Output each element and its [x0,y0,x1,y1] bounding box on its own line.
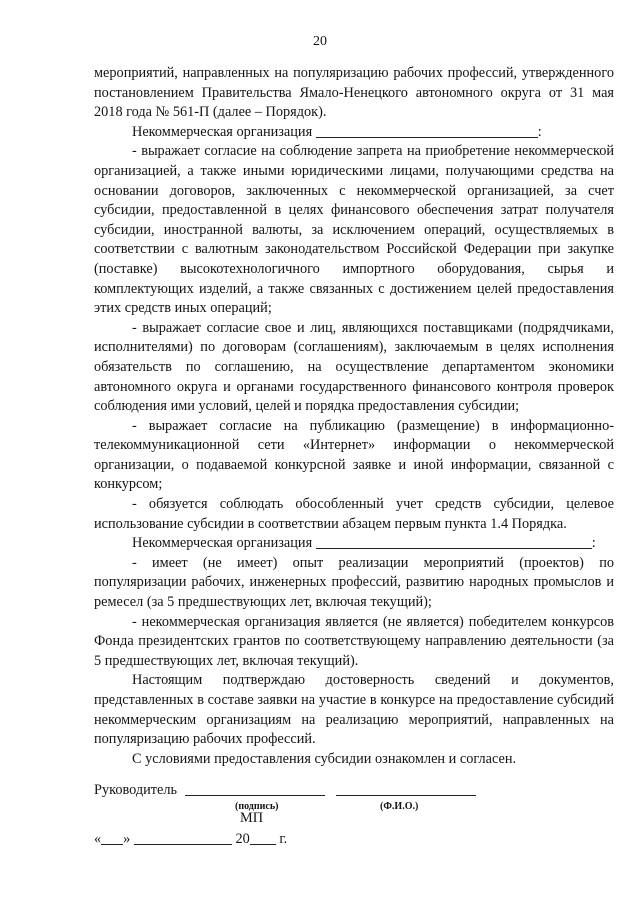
stamp-placeholder: МП [240,810,264,826]
signature-label: Руководитель [94,782,178,798]
paragraph-agreement: С условиями предоставления субсидии ознакомлен и согласен. [132,750,517,767]
colon-2: : [591,535,596,552]
paragraph-experience: - имеет (не имеет) опыт реализации мероприятий (проектов) по популяризации рабочих, инженерных профессий, развитию народных промыслов и ремесел (за 5 предшествующих лет, включая текущий); [94,554,614,611]
page-number: 20 [313,34,327,49]
day-blank [101,830,123,845]
year-prefix: 20 [235,831,250,847]
org-name-blank-1 [316,123,538,138]
paragraph-intro: мероприятий, направленных на популяризацию рабочих профессий, утвержденного постановлением Правительства Ямало-Ненецкого автономного округа от 31 мая 2018 года № 561-П (далее – Порядок). [94,65,614,121]
paragraph-publication-consent: - выражает согласие на публикацию (размещение) в информационно-телекоммуникационной сети «Интернет» информации о некоммерческой организации, о подаваемой конкурсной заявке и иной информации, связанной с конкурсом; [94,417,614,493]
colon-1: : [537,123,542,140]
document-body [94,64,614,769]
signature-caption: (подпись) [235,801,279,812]
paragraph-grant-winner: - некоммерческая организация является (не является) победителем конкурсов Фонда президентских грантов по соответствующему направлению деятельности (за 5 предшествующих лет, включая текущий). [94,613,614,669]
org-heading-2 [94,534,614,554]
paragraph-confirmation: Настоящим подтверждаю достоверность сведений и документов, представленных в составе заявки на участие в конкурсе на предоставление субсидий некоммерческим организациям на реализацию мероприятий, направленных на популяризацию рабочих профессий. [94,672,614,748]
paragraph-audit-consent: - выражает согласие свое и лиц, являющихся поставщиками (подрядчиками, исполнителями) по договорам (соглашениям), заключаемым в целях исполнения обязательств по соглашению, на осуществление департаментом экономики автономного округа и органами государственного финансового контроля проверок соблюдения ими условий, целей и порядка предоставления субсидии; [94,319,614,415]
date-quote-open: « [94,831,102,847]
org-heading-1 [94,123,614,143]
paragraph-currency-consent: - выражает согласие на соблюдение запрета на приобретение некоммерческой организацией, а также иными юридическими лицами, получающими средства на основании договоров, заключенных с некоммерческой организацией, за счет субсидии, предоставленной в целях финансового обеспечения затрат получателя субсидии, иностранной валюты, за исключением операций, осуществляемых в соответствии с валютным законодательством Российской Федерации при закупке (поставке) высокотехнологичного импортного оборудования, сырья и комплектующих изделий, а также связанных с достижением целей предоставления этих средств иных операций; [94,143,614,317]
org-label-2: Некоммерческая организация [132,535,313,552]
year-suffix: г. [279,831,288,847]
name-line [336,781,476,796]
date-quote-close: » [123,831,131,847]
paragraph-accounting-obligation: - обязуется соблюдать обособленный учет средств субсидии, целевое использование субсидии в соответствии абзацем первым пункта 1.4 Порядка. [94,496,614,532]
org-label-1: Некоммерческая организация [132,123,313,140]
name-caption: (Ф.И.О.) [380,801,419,812]
month-blank [134,830,232,845]
year-blank [250,830,276,845]
signature-row [94,781,476,799]
org-name-blank-2 [316,534,592,549]
signature-line [185,781,325,796]
date-row [94,830,287,848]
